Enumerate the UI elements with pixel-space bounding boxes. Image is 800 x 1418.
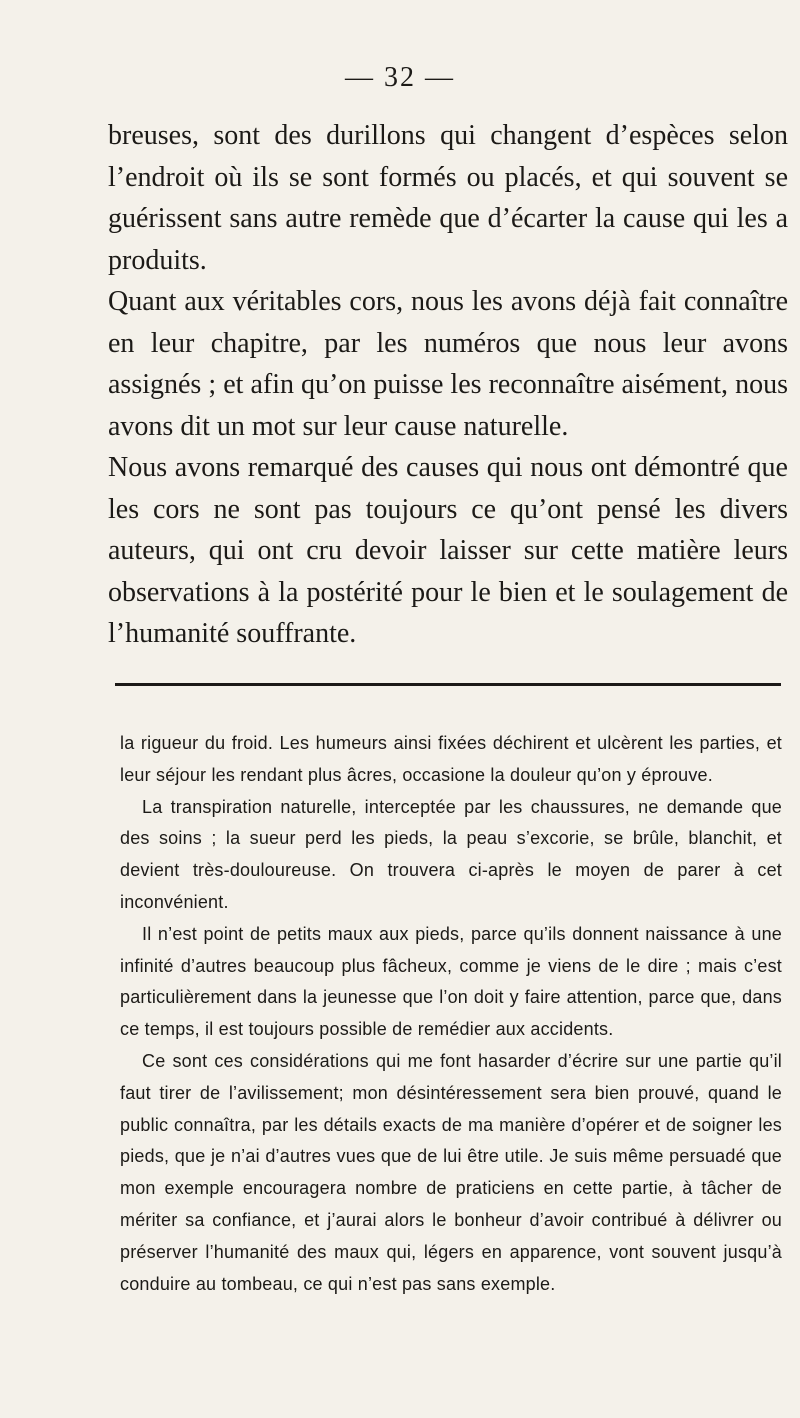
footnote — [120, 728, 782, 1300]
footnote-paragraph-2: La transpiration naturelle, interceptée par les chaussures, ne demande que des soins ; la sueur perd les pieds, la peau s’excorie, se brûle, blanchit, et devient très-douloureuse. On trouvera ci-après le moyen de parer à cet inconvénient. — [120, 796, 782, 912]
main-text — [108, 115, 788, 655]
page-number: — 32 — — [345, 62, 455, 93]
footnote-paragraph-4: Ce sont ces considérations qui me font hasarder d’écrire sur une partie qu’il faut tirer de l’avilissement; mon désintéressement sera bien prouvé, quand le public connaîtra, par les détails exacts de ma manière d’opérer et de soigner les pieds, que je n’ai d’autres vues que de lui être utile. Je suis même persuadé que mon exemple encouragera nombre de praticiens en cette partie, à tâcher de mériter sa confiance, et j’aurai alors le bonheur d’avoir contribué à délivrer ou préserver l’humanité des maux qui, légers en apparence, vont souvent jusqu’à conduire au tombeau, ce qui n’est pas sans exemple. — [120, 1050, 782, 1294]
main-paragraph-3: Nous avons remarqué des causes qui nous ont démontré que les cors ne sont pas toujours ce qu’ont pensé les divers auteurs, qui ont cru devoir laisser sur cette matière leurs observations à la postérité pour le bien et le soulagement de l’humanité souffrante. — [108, 452, 788, 649]
footnote-paragraph-3: Il n’est point de petits maux aux pieds, parce qu’ils donnent naissance à une infinité d’autres beaucoup plus fâcheux, comme je viens de le dire ; mais c’est particulièrement dans la jeunesse que l’on doit y faire attention, parce que, dans ce temps, il est toujours possible de remédier aux accidents. — [120, 923, 782, 1040]
main-paragraph-1: breuses, sont des durillons qui changent d’espèces selon l’endroit où ils se sont formés ou placés, et qui souvent se guérissent sans autre remède que d’écarter la cause qui les a produits. — [108, 120, 788, 276]
main-paragraph-2: Quant aux véritables cors, nous les avons déjà fait connaître en leur chapitre, par les numéros que nous leur avons assignés ; et afin qu’on puisse les reconnaître aisément, nous avons dit un mot sur leur cause naturelle. — [108, 286, 788, 442]
footnote-paragraph-1: la rigueur du froid. Les humeurs ainsi fixées déchirent et ulcèrent les parties, et leur séjour les rendant plus âcres, occasione la douleur qu’on y éprouve. — [120, 733, 782, 785]
footnote-divider — [115, 683, 781, 686]
